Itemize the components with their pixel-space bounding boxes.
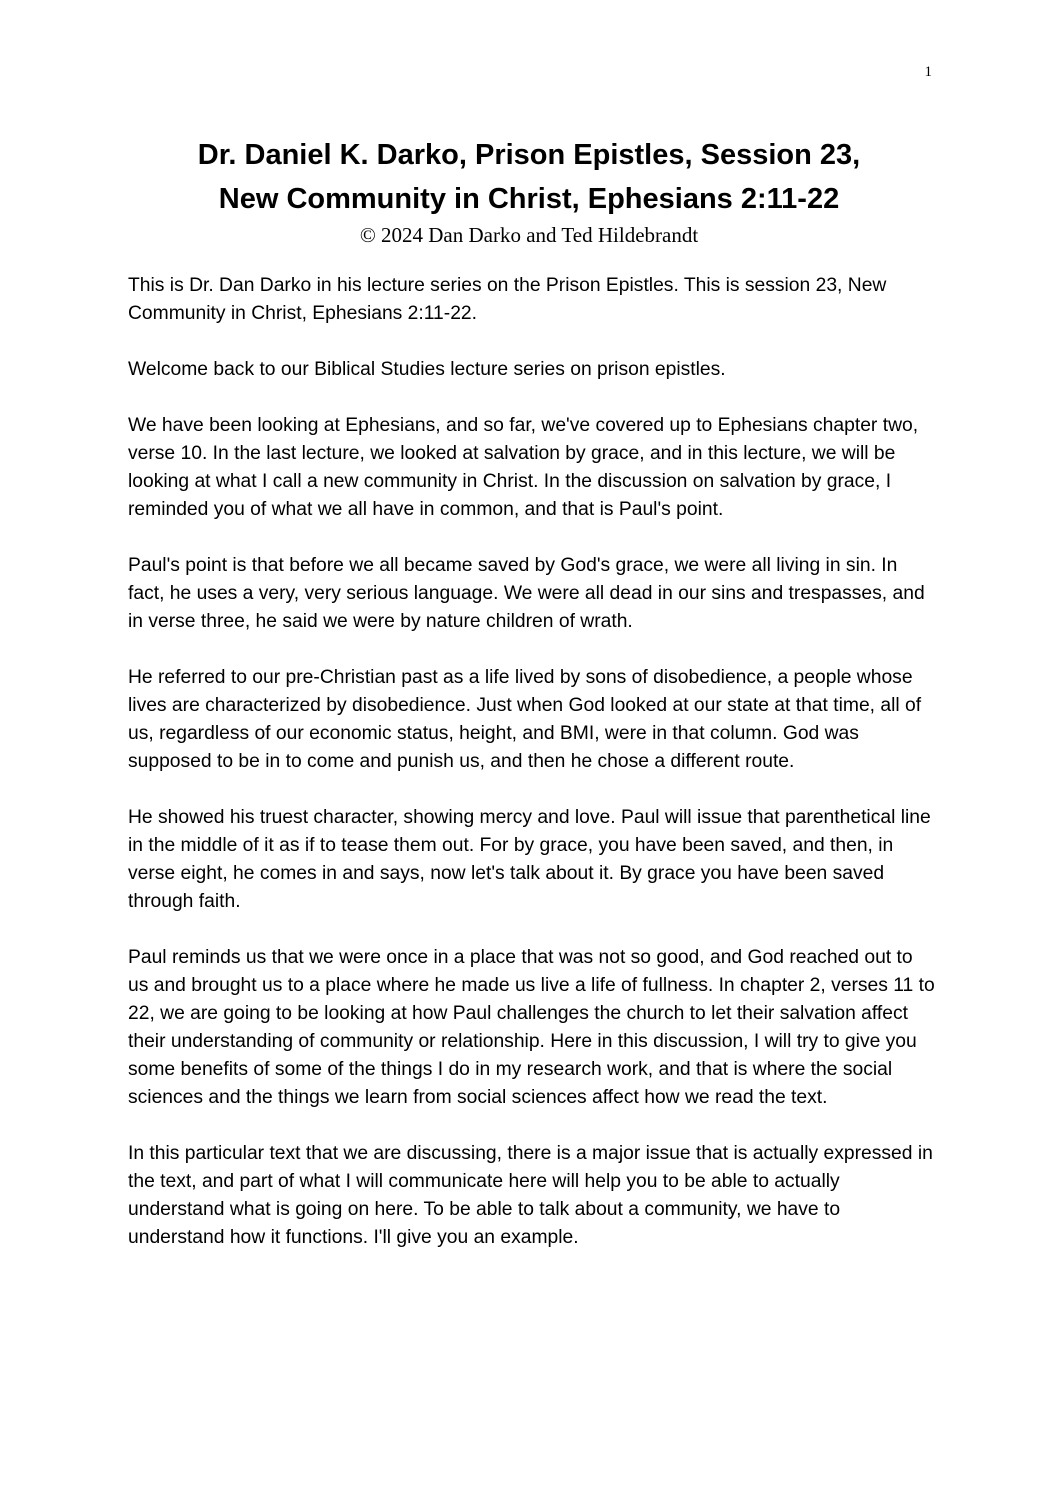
paragraph: In this particular text that we are discussing, there is a major issue that is actually expressed in the text, and part of what I will communicate here will help you to be able to actually understand what is going on here. To be able to talk about a community, we have to understand how it functions. I'll give you an example.	[128, 1143, 933, 1248]
title-line-1: Dr. Daniel K. Darko, Prison Epistles, Session 23,	[197, 139, 861, 171]
paragraph: This is Dr. Dan Darko in his lecture series on the Prison Epistles. This is session 23, New Community in Christ, Ephesians 2:11-22.	[128, 275, 887, 324]
document-title	[0, 133, 1058, 221]
paragraph: He referred to our pre-Christian past as a life lived by sons of disobedience, a people whose lives are characterized by disobedience. Just when God looked at our state at that time, all of us, regardless of our economic status, height, and BMI, were in that column. God was supposed to be in to come and punish us, and then he chose a different route.	[128, 667, 922, 772]
paragraph: Paul's point is that before we all became saved by God's grace, we were all living in sin. In fact, he uses a very, very serious language. We were all dead in our sins and trespasses, and in verse three, he said we were by nature children of wrath.	[128, 555, 925, 632]
copyright-line: © 2024 Dan Darko and Ted Hildebrandt	[359, 223, 699, 247]
paragraph: Welcome back to our Biblical Studies lecture series on prison epistles.	[128, 359, 726, 380]
document-body	[128, 272, 938, 1280]
paragraph: He showed his truest character, showing mercy and love. Paul will issue that parenthetical line in the middle of it as if to tease them out. For by grace, you have been saved, and then, in verse eight, he comes in and says, now let's talk about it. By grace you have been saved through faith.	[128, 807, 931, 912]
paragraph: Paul reminds us that we were once in a place that was not so good, and God reached out to us and brought us to a place where he made us live a life of fullness. In chapter 2, verses 11 to 22, we are going to be looking at how Paul challenges the church to let their salvation affect their understanding of community or relationship. Here in this discussion, I will try to give you some benefits of some of the things I do in my research work, and that is where the social sciences and the things we learn from social sciences affect how we read the text.	[128, 947, 935, 1108]
paragraph: We have been looking at Ephesians, and so far, we've covered up to Ephesians chapter two, verse 10. In the last lecture, we looked at salvation by grace, and in this lecture, we will be looking at what I call a new community in Christ. In the discussion on salvation by grace, I reminded you of what we all have in common, and that is Paul's point.	[128, 415, 919, 520]
title-line-2: New Community in Christ, Ephesians 2:11-22	[218, 183, 840, 215]
page-number: 1	[924, 64, 932, 80]
